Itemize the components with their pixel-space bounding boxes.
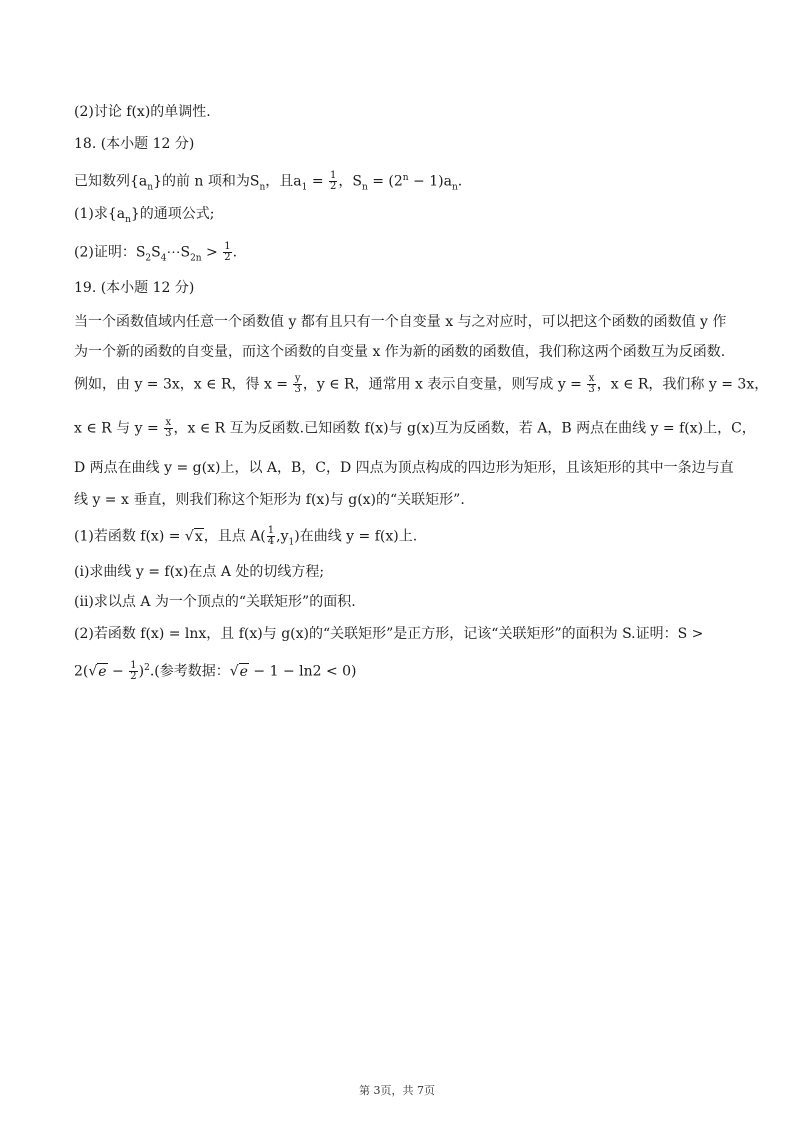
fraction-x-over-3: $\frac{x}{3}$ [588, 373, 595, 395]
fraction-one-quarter: $\frac{1}{4}$ [267, 525, 275, 547]
q19-header: 19. (本小题 12 分) [74, 280, 195, 296]
q17-part2: (2)讨论 f(x)的单调性. [74, 104, 211, 120]
q19-p6: 线 y = x 垂直，则我们称这个矩形为 f(x)与 g(x)的“关联矩形”. [74, 492, 465, 508]
q19-p3: 例如，由 y = 3x，x ∈ R，得 x = $\frac{y}{3}$ ，y ∈ R，通常用 x 表示自变量，则写成 y = $\frac{x}{3}$ ，x ∈ R，我们称 y = 3x， [74, 373, 769, 395]
q19-part2: (2)若函数 f(x) = lnx，且 f(x)与 g(x)的“关联矩形”是正方形，记该“关联矩形”的面积为 S.证明：S > [74, 626, 704, 642]
fraction-one-half: $\frac{1}{2}$ [330, 170, 337, 193]
q19-part1: (1)若函数 f(x) = √x，且点 A( $\frac{1}{4}$ $,y_1$)在曲线 y = f(x)上. [74, 525, 418, 548]
q19-p2: 为一个新的函数的自变量，而这个函数的自变量 x 作为新的函数的函数值，我们称这两个函数互为反函数. [74, 344, 726, 360]
q19-sub1: (ⅰ)求曲线 y = f(x)在点 A 处的切线方程; [74, 564, 325, 580]
fraction-x-over-3: $\frac{x}{3}$ [165, 417, 172, 439]
q19-p5: D 两点在曲线 y = g(x)上，以 A，B，C，D 四点为顶点构成的四边形为矩形，且该矩形的其中一条边与直 [74, 460, 734, 476]
q19-p4: x ∈ R 与 y = $\frac{x}{3}$ ，x ∈ R 互为反函数.已知函数 f(x)与 g(x)互为反函数，若 A，B 两点在曲线 y = f(x)上，C， [74, 417, 756, 439]
sqrt-sign: √ [88, 663, 98, 680]
q19-sub2: (ⅱ)求以点 A 为一个顶点的“关联矩形”的面积. [74, 594, 356, 610]
q18-stem: 已知数列$\{a_n\}$的前 n 项和为$S_n$，且$a_1$ = $\frac{1}{2}$ ，$S_n = (2^n - 1)a_n$. [74, 170, 463, 193]
page-footer: 第 3页，共 7页 [359, 1084, 435, 1097]
sqrt-sign: √ [184, 528, 194, 545]
q19-part2-cont: 2(√e − $\frac{1}{2}$ )$^2$.(参考数据：√e − 1 − ln2 < 0) [74, 660, 357, 683]
fraction-y-over-3: $\frac{y}{3}$ [294, 373, 301, 395]
q18-part2: (2)证明：$S_2S_4\cdots S_{2n}$ > $\frac{1}{2}$ . [74, 241, 238, 264]
q18-header: 18. (本小题 12 分) [74, 136, 195, 152]
q19-p1: 当一个函数值域内任意一个函数值 y 都有且只有一个自变量 x 与之对应时，可以把这个函数的函数值 y 作 [74, 314, 727, 330]
fraction-one-half: $\frac{1}{2}$ [130, 660, 137, 683]
sqrt-sign: √ [229, 663, 239, 680]
fraction-one-half: $\frac{1}{2}$ [224, 241, 231, 263]
q18-part1: (1)求$\{a_n\}$的通项公式; [74, 206, 215, 225]
